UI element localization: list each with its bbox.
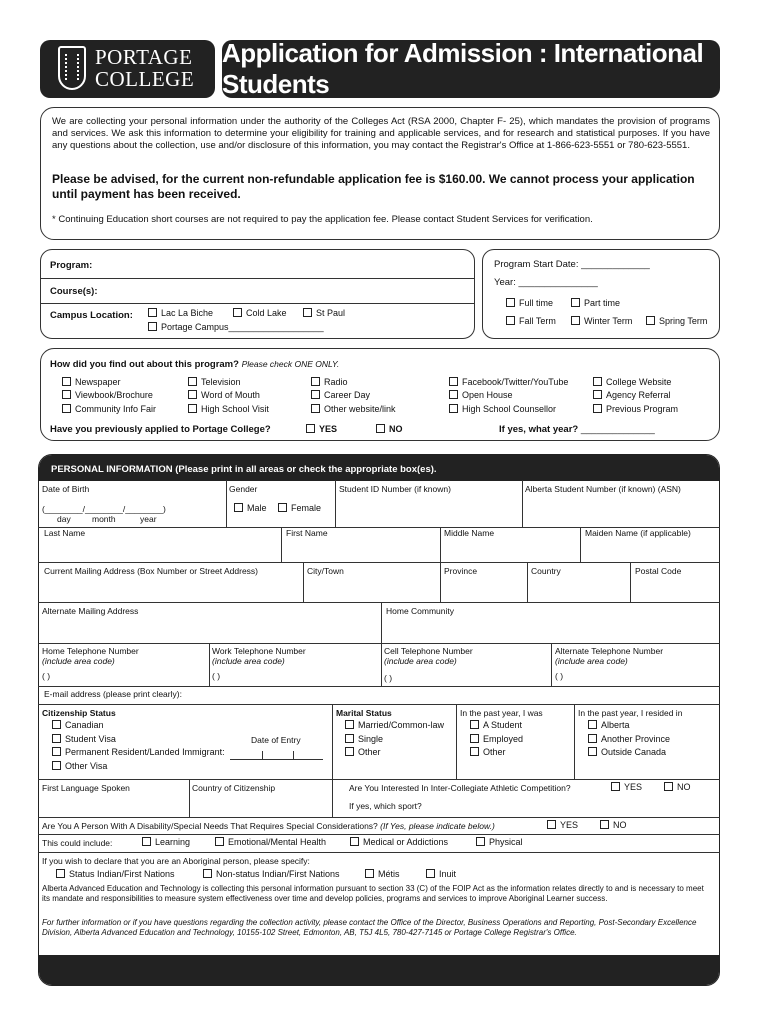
- spring-term-option[interactable]: Spring Term: [646, 316, 707, 327]
- checkbox[interactable]: [470, 747, 479, 756]
- cit-other-visa[interactable]: Other Visa: [52, 761, 107, 772]
- was-employed[interactable]: Employed: [470, 734, 523, 745]
- cell-phone-hint: (include area code): [384, 656, 457, 666]
- resided-outside[interactable]: Outside Canada: [588, 747, 666, 758]
- campus-cold-lake[interactable]: Cold Lake: [233, 308, 287, 319]
- home-phone-paren: ( ): [42, 671, 51, 681]
- aboriginal-label: If you wish to declare that you are an Aboriginal person, please specify:: [42, 856, 310, 866]
- checkbox[interactable]: [311, 390, 320, 399]
- checkbox[interactable]: [345, 734, 354, 743]
- checkbox[interactable]: [571, 316, 580, 325]
- campus-lac-la-biche[interactable]: Lac La Biche: [148, 308, 213, 319]
- checkbox[interactable]: [345, 720, 354, 729]
- aboriginal-non-status[interactable]: Non-status Indian/First Nations: [203, 869, 340, 880]
- checkbox[interactable]: [306, 424, 315, 433]
- checkbox[interactable]: [593, 404, 602, 413]
- alt-phone-paren: ( ): [555, 671, 564, 681]
- checkbox[interactable]: [664, 782, 673, 791]
- campus-st-paul[interactable]: St Paul: [303, 308, 345, 319]
- checkbox[interactable]: [449, 390, 458, 399]
- citizenship-label: Citizenship Status: [42, 708, 116, 718]
- athletic-no[interactable]: NO: [664, 782, 691, 793]
- athletic-question: Are You Interested In Inter-Collegiate Athletic Competition?: [349, 783, 571, 793]
- checkbox[interactable]: [476, 837, 485, 846]
- program-label: Program:: [50, 260, 93, 271]
- cit-permanent-resident[interactable]: Permanent Resident/Landed Immigrant:: [52, 747, 225, 758]
- ref-hs-counsellor[interactable]: High School Counsellor: [449, 404, 556, 415]
- ref-radio[interactable]: Radio: [311, 377, 348, 388]
- applied-before-question: Have you previously applied to Portage College?: [50, 424, 271, 435]
- dob-day: day: [57, 514, 71, 524]
- gender-female[interactable]: Female: [278, 503, 321, 514]
- checkbox[interactable]: [303, 308, 312, 317]
- checkbox[interactable]: [588, 720, 597, 729]
- crest-icon: [58, 46, 86, 90]
- date-of-entry-field[interactable]: [230, 759, 323, 760]
- middle-name-label[interactable]: Middle Name: [444, 528, 495, 538]
- checkbox[interactable]: [52, 761, 61, 770]
- checkbox[interactable]: [278, 503, 287, 512]
- athletic-yes[interactable]: YES: [611, 782, 642, 793]
- ref-newspaper[interactable]: Newspaper: [62, 377, 121, 388]
- work-phone-paren: ( ): [212, 671, 221, 681]
- checkbox[interactable]: [62, 377, 71, 386]
- checkbox[interactable]: [588, 747, 597, 756]
- resided-alberta[interactable]: Alberta: [588, 720, 630, 731]
- checkbox[interactable]: [142, 837, 151, 846]
- resided-province[interactable]: Another Province: [588, 734, 670, 745]
- include-medical[interactable]: Medical or Addictions: [350, 837, 448, 848]
- gender-male[interactable]: Male: [234, 503, 267, 514]
- applied-yes[interactable]: YES: [306, 424, 337, 435]
- continuing-education-note: * Continuing Education short courses are not required to pay the application fee. Please contact Student Services for verification.: [52, 214, 593, 225]
- foip-contact: For further information or if you have questions regarding the collection activity, please contact the Office of the Director, Business Operations and Reporting, Post-Secondary Excellence Division, Alberta Advanced Education and Technology, 10155-102 Street, Edmonton, AB, T5J 4L5, 780-427-7145 or Portage College Registrar's Office.: [42, 918, 697, 937]
- include-physical[interactable]: Physical: [476, 837, 523, 848]
- checkbox[interactable]: [148, 308, 157, 317]
- ref-agency[interactable]: Agency Referral: [593, 390, 671, 401]
- disability-question: Are You A Person With A Disability/Special Needs That Requires Special Considerations? (If Yes, please indicate below.): [42, 821, 495, 831]
- city-label[interactable]: City/Town: [307, 566, 344, 576]
- postal-code-label[interactable]: Postal Code: [635, 566, 682, 576]
- cell-phone-paren: ( ): [384, 673, 393, 683]
- checkbox[interactable]: [376, 424, 385, 433]
- work-phone-label[interactable]: Work Telephone Number: [212, 646, 306, 656]
- checkbox[interactable]: [62, 404, 71, 413]
- ref-previous-program[interactable]: Previous Program: [593, 404, 678, 415]
- winter-term-option[interactable]: Winter Term: [571, 316, 632, 327]
- checkbox[interactable]: [52, 747, 61, 756]
- personal-info-header: PERSONAL INFORMATION (Please print in all areas or check the appropriate box(es).: [51, 464, 437, 475]
- fee-notice: Please be advised, for the current non-refundable application fee is $160.00. We cannot process your application until payment has been received.: [52, 172, 695, 201]
- applied-year[interactable]: If yes, what year? ______________: [499, 424, 655, 435]
- include-label: This could include:: [42, 838, 113, 848]
- checkbox[interactable]: [56, 869, 65, 878]
- portage-college-logo: [40, 40, 215, 98]
- logo-line-1: PORTAGE: [95, 45, 193, 69]
- program-year[interactable]: Year: _______________: [494, 277, 598, 288]
- full-time-option[interactable]: Full time: [506, 298, 553, 309]
- checkbox[interactable]: [234, 503, 243, 512]
- checkbox[interactable]: [215, 837, 224, 846]
- past-year-was-label: In the past year, I was: [460, 708, 543, 718]
- checkbox[interactable]: [600, 820, 609, 829]
- marital-other[interactable]: Other: [345, 747, 381, 758]
- program-start-date[interactable]: Program Start Date: _____________: [494, 259, 650, 270]
- fall-term-option[interactable]: Fall Term: [506, 316, 556, 327]
- country-citizenship-label[interactable]: Country of Citizenship: [192, 783, 276, 793]
- aboriginal-status[interactable]: Status Indian/First Nations: [56, 869, 175, 880]
- aboriginal-metis[interactable]: Métis: [365, 869, 400, 880]
- dob-year: year: [140, 514, 157, 524]
- gender-label: Gender: [229, 484, 258, 494]
- first-language-label[interactable]: First Language Spoken: [42, 783, 130, 793]
- maiden-name-label[interactable]: Maiden Name (if applicable): [585, 528, 691, 538]
- checkbox[interactable]: [449, 377, 458, 386]
- ref-television[interactable]: Television: [188, 377, 241, 388]
- alternate-address-label[interactable]: Alternate Mailing Address: [42, 606, 139, 616]
- checkbox[interactable]: [593, 377, 602, 386]
- asn-label[interactable]: Alberta Student Number (if known) (ASN): [525, 484, 681, 494]
- dob-field[interactable]: (________/________/________): [42, 504, 166, 514]
- ref-info-fair[interactable]: Community Info Fair: [62, 404, 156, 415]
- checkbox[interactable]: [188, 377, 197, 386]
- referral-question: How did you find out about this program? Please check ONE ONLY.: [50, 359, 340, 370]
- was-other[interactable]: Other: [470, 747, 506, 758]
- checkbox[interactable]: [311, 377, 320, 386]
- ref-viewbook[interactable]: Viewbook/Brochure: [62, 390, 153, 401]
- alt-phone-hint: (include area code): [555, 656, 628, 666]
- courses-label: Course(s):: [50, 286, 98, 297]
- ref-career-day[interactable]: Career Day: [311, 390, 370, 401]
- privacy-statement: We are collecting your personal information under the authority of the Colleges Act (RSA 2000, Chapter F- 25), which mandates the provision of programs and services. We ask this information to determine your eligibility for training and applicable services, and for research and statistical purposes. If you have any questions about the collection, use and/or disclosure of this information, you may contact the Registrar's Office at 1-866-623-5551 or 780-623-5551.: [52, 116, 710, 151]
- checkbox[interactable]: [52, 720, 61, 729]
- checkbox[interactable]: [350, 837, 359, 846]
- work-phone-hint: (include area code): [212, 656, 285, 666]
- checkbox[interactable]: [148, 322, 157, 331]
- marital-label: Marital Status: [336, 708, 392, 718]
- logo-line-2: COLLEGE: [95, 67, 195, 91]
- home-phone-label[interactable]: Home Telephone Number: [42, 646, 139, 656]
- home-phone-hint: (include area code): [42, 656, 115, 666]
- checkbox[interactable]: [62, 390, 71, 399]
- checkbox[interactable]: [345, 747, 354, 756]
- checkbox[interactable]: [547, 820, 556, 829]
- checkbox[interactable]: [233, 308, 242, 317]
- checkbox[interactable]: [365, 869, 374, 878]
- country-label[interactable]: Country: [531, 566, 561, 576]
- include-learning[interactable]: Learning: [142, 837, 190, 848]
- marital-married[interactable]: Married/Common-law: [345, 720, 444, 731]
- checkbox[interactable]: [188, 404, 197, 413]
- checkbox[interactable]: [470, 720, 479, 729]
- date-of-entry-label: Date of Entry: [251, 735, 301, 745]
- ref-hs-visit[interactable]: High School Visit: [188, 404, 269, 415]
- home-community-label[interactable]: Home Community: [386, 606, 455, 616]
- part-time-option[interactable]: Part time: [571, 298, 620, 309]
- last-name-label[interactable]: Last Name: [44, 528, 86, 538]
- ref-social[interactable]: Facebook/Twitter/YouTube: [449, 377, 568, 388]
- cit-canadian[interactable]: Canadian: [52, 720, 104, 731]
- mailing-address-label[interactable]: Current Mailing Address (Box Number or Street Address): [44, 566, 259, 576]
- checkbox[interactable]: [449, 404, 458, 413]
- disability-no[interactable]: NO: [600, 820, 627, 831]
- checkbox[interactable]: [426, 869, 435, 878]
- marital-single[interactable]: Single: [345, 734, 383, 745]
- was-student[interactable]: A Student: [470, 720, 522, 731]
- dob-label: Date of Birth: [42, 484, 90, 494]
- past-year-resided-label: In the past year, I resided in: [578, 708, 683, 718]
- checkbox[interactable]: [188, 390, 197, 399]
- checkbox[interactable]: [311, 404, 320, 413]
- alt-phone-label[interactable]: Alternate Telephone Number: [555, 646, 664, 656]
- checkbox[interactable]: [593, 390, 602, 399]
- form-title: Application for Admission : International Students: [222, 40, 720, 98]
- sport-label[interactable]: If yes, which sport?: [349, 801, 422, 811]
- cell-phone-label[interactable]: Cell Telephone Number: [384, 646, 473, 656]
- checkbox[interactable]: [506, 298, 515, 307]
- ref-college-website[interactable]: College Website: [593, 377, 671, 388]
- applied-no[interactable]: NO: [376, 424, 403, 435]
- checkbox[interactable]: [611, 782, 620, 791]
- province-label[interactable]: Province: [444, 566, 478, 576]
- first-name-label[interactable]: First Name: [286, 528, 328, 538]
- include-emotional[interactable]: Emotional/Mental Health: [215, 837, 326, 848]
- checkbox[interactable]: [571, 298, 580, 307]
- aboriginal-inuit[interactable]: Inuit: [426, 869, 456, 880]
- ref-other-website[interactable]: Other website/link: [311, 404, 396, 415]
- ref-open-house[interactable]: Open House: [449, 390, 513, 401]
- checkbox[interactable]: [203, 869, 212, 878]
- checkbox[interactable]: [470, 734, 479, 743]
- ref-word-of-mouth[interactable]: Word of Mouth: [188, 390, 260, 401]
- disability-yes[interactable]: YES: [547, 820, 578, 831]
- student-id-label[interactable]: Student ID Number (if known): [339, 484, 451, 494]
- email-label[interactable]: E-mail address (please print clearly):: [44, 689, 182, 699]
- checkbox[interactable]: [52, 734, 61, 743]
- cit-student-visa[interactable]: Student Visa: [52, 734, 116, 745]
- checkbox[interactable]: [506, 316, 515, 325]
- foip-statement: Alberta Advanced Education and Technology is collecting this personal information pursuant to section 33 (C) of the FOIP Act as the information relates directly to and is necessary to meet its mandate and responsibilities to measure system effectiveness over time and develop policies, programs and services to improve Aboriginal Learner success.: [42, 884, 704, 903]
- checkbox[interactable]: [588, 734, 597, 743]
- campus-portage[interactable]: Portage Campus___________________: [148, 322, 324, 333]
- dob-month: month: [92, 514, 116, 524]
- campus-label: Campus Location:: [50, 310, 133, 321]
- checkbox[interactable]: [646, 316, 655, 325]
